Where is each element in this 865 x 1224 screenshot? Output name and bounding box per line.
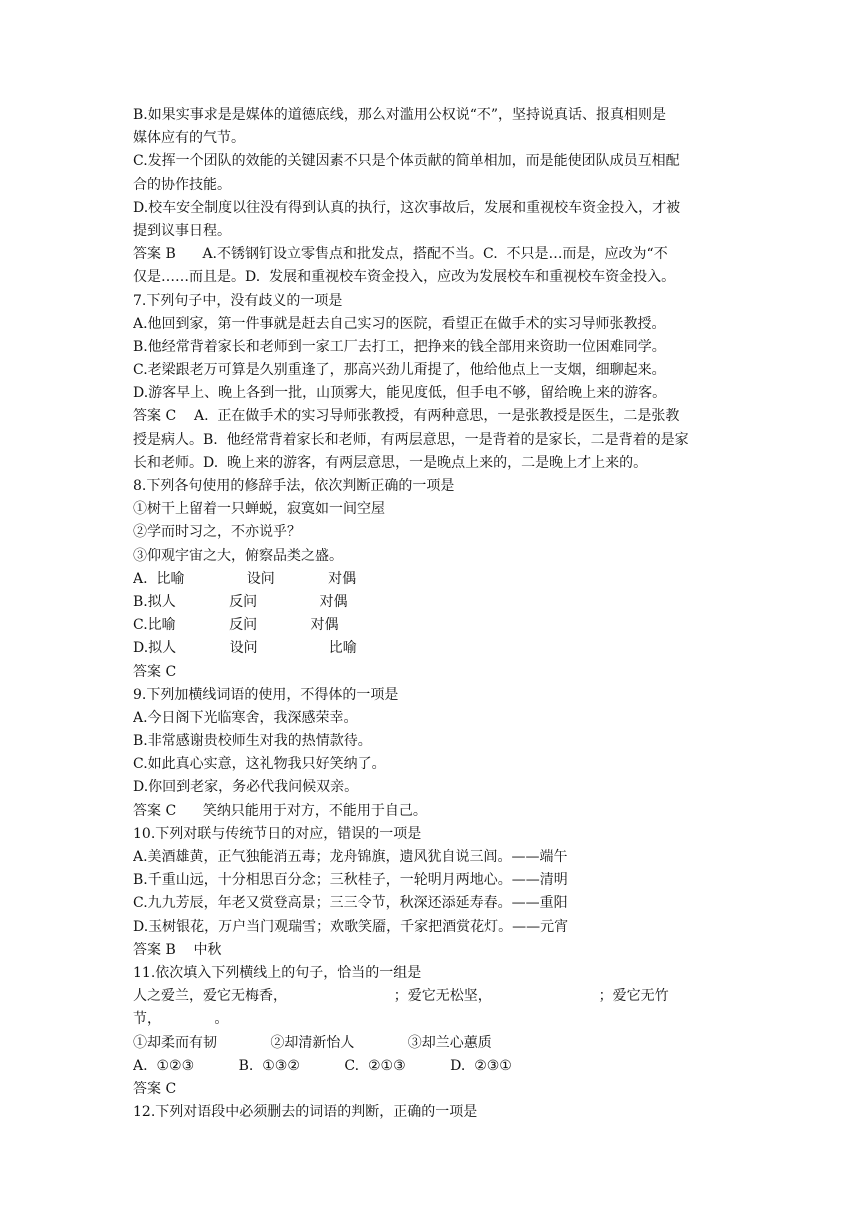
question-title: 8.下列各句使用的修辞手法，依次判断正确的一项是: [133, 478, 455, 494]
text-line: ①树干上留着一只蝉蜕，寂寞如一间空屋: [133, 501, 385, 518]
option-line: D.你回到老家，务必代我问候双亲。: [133, 779, 359, 796]
answer-line: 答案 C 笑纳只能用于对方，不能用于自己。: [133, 802, 427, 819]
option-line: C.如此真心实意，这礼物我只好笑纳了。: [133, 756, 386, 773]
text-line: B.如果实事求是是媒体的道德底线，那么对滥用公权说“不”，坚持说真话、报真相则是: [133, 107, 667, 123]
answer-line: 答案 C: [133, 663, 177, 680]
option-line: B.非常感谢贵校师生对我的热情款待。: [133, 733, 372, 750]
answer-line: 答案 C A. 正在做手术的实习导师张教授，有两种意思，一是张教授是医生，二是张教: [133, 408, 680, 425]
option-line: C.比喻 反问 对偶: [133, 617, 339, 634]
text-line: D.校车安全制度以往没有得到认真的执行，这次事故后，发展和重视校车资金投入，才被: [133, 199, 681, 216]
option-line: B.拟人 反问 对偶: [133, 593, 348, 610]
answer-line: 答案 B 中秋: [133, 941, 222, 958]
text-line: 提到议事日程。: [133, 222, 231, 239]
question-title: 7.下列句子中，没有歧义的一项是: [133, 292, 343, 309]
option-line: ①却柔而有韧 ②却清新怡人 ③却兰心蕙质: [133, 1034, 492, 1051]
question-title: 11.依次填入下列横线上的句子，恰当的一组是: [133, 964, 422, 981]
option-line: A.美酒雄黄，正气独能消五毒；龙舟锦旗，遗风犹自说三闾。——端午: [133, 849, 568, 865]
question-title: 12.下列对语段中必须删去的词语的判断，正确的一项是: [133, 1104, 478, 1121]
option-line: D.玉树银花，万户当门观瑞雪；欢歌笑靥，千家把酒赏花灯。——元宵: [133, 918, 569, 935]
text-line: ③仰观宇宙之大，俯察品类之盛。: [133, 547, 343, 564]
option-line: A. 比喻 设问 对偶: [133, 570, 357, 587]
option-line: A.今日阁下光临寒舍，我深感荣幸。: [133, 709, 358, 726]
text-line: 合的协作技能。: [133, 176, 231, 193]
text-line: ②学而时习之，不亦说乎？: [133, 524, 301, 541]
option-line: B.千重山远，十分相思百分念；三秋桂子，一轮明月两地心。——清明: [133, 872, 568, 889]
text-line: 人之爱兰，爱它无梅香， ；爱它无松坚， ；爱它无竹: [133, 988, 669, 1005]
option-line: A.他回到家，第一件事就是赶去自己实习的医院，看望正在做手术的实习导师张教授。: [133, 315, 666, 332]
answer-line: 答案 C: [133, 1080, 177, 1097]
option-line: C.老梁跟老万可算是久别重逢了，那高兴劲儿甭提了，他给他点上一支烟，细聊起来。: [133, 362, 666, 379]
text-line: 仅是……而且是。D. 发展和重视校车资金投入，应改为发展校车和重视校车资金投入。: [133, 269, 676, 286]
question-title: 9.下列加横线词语的使用，不得体的一项是: [133, 686, 399, 703]
option-line: D.游客早上、晚上各到一批，山顶雾大，能见度低，但手电不够，留给晚上来的游客。: [133, 385, 667, 402]
text-line: 长和老师。D. 晚上来的游客，有两层意思，一是晚点上来的，二是晚上才上来的。: [133, 454, 648, 471]
answer-line: 答案 B A.不锈钢钉设立零售点和批发点，搭配不当。C. 不只是…而是，应改为“不: [133, 246, 668, 263]
text-line: C.发挥一个团队的效能的关键因素不只是个体贡献的简单相加，而是能使团队成员互相配: [133, 153, 680, 170]
document-page: [133, 104, 735, 1124]
option-line: B.他经常背着家长和老师到一家工厂去打工，把挣来的钱全部用来资助一位困难同学。: [133, 338, 666, 355]
option-line: C.九九芳辰，年老又赏登高景；三三令节，秋深还添延寿春。——重阳: [133, 895, 568, 912]
option-line: D.拟人 设问 比喻: [133, 640, 357, 657]
question-title: 10.下列对联与传统节日的对应，错误的一项是: [133, 825, 422, 842]
option-line: A. ①②③ B. ①③② C. ②①③ D. ②③①: [133, 1057, 512, 1074]
text-line: 媒体应有的气节。: [133, 130, 245, 147]
text-line: 授是病人。B. 他经常背着家长和老师，有两层意思，一是背着的是家长，二是背着的是家: [133, 431, 689, 448]
text-line: 节， 。: [133, 1011, 229, 1028]
